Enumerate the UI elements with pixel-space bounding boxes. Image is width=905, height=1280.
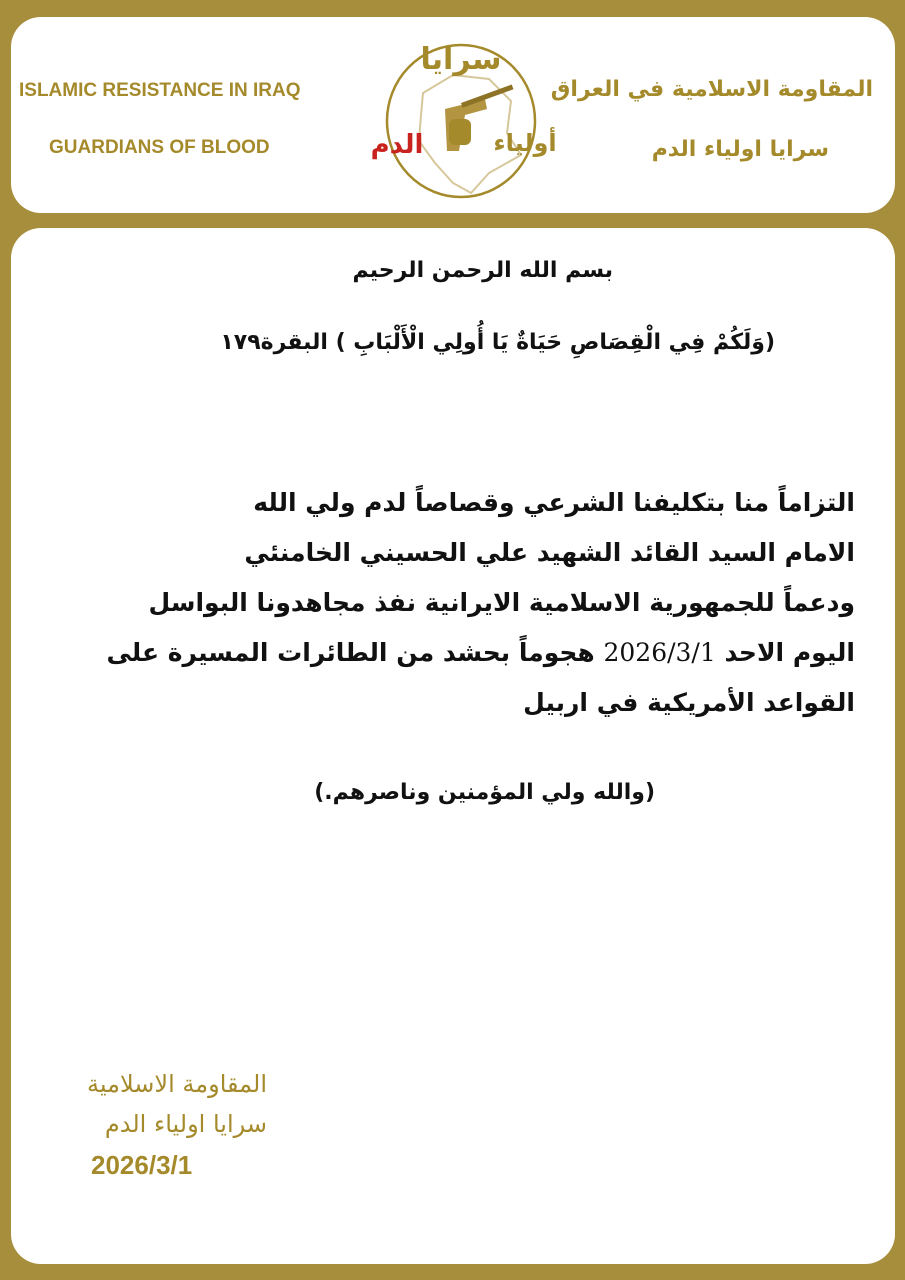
statement-line: التزاماً منا بتكليفنا الشرعي وقصاصاً لدم ولي الله — [253, 488, 855, 517]
brigade-name-english: GUARDIANS OF BLOOD — [49, 137, 270, 158]
statement-line — [41, 628, 855, 678]
signature-date: 2026/3/1 — [91, 1150, 193, 1180]
statement-line4-end: هجوماً بحشد من الطائرات المسيرة على — [106, 638, 595, 667]
signature-brigade: سرايا اولياء الدم — [104, 1110, 267, 1138]
header-panel — [11, 17, 895, 213]
logo-red-text: الدم — [370, 130, 424, 160]
statement-line4-start: اليوم الاحد — [724, 638, 855, 667]
statement-line: ودعماً للجمهورية الاسلامية الايرانية نفذ مجاهدونا البواسل — [148, 588, 855, 617]
brigade-name-arabic: سرايا اولياء الدم — [651, 137, 829, 162]
statement-panel — [11, 228, 895, 1264]
statement-line: القواعد الأمريكية في اربيل — [523, 688, 855, 717]
fist-rifle-map-emblem-icon — [361, 23, 561, 209]
basmala: بسم الله الرحمن الرحيم — [352, 258, 613, 283]
statement-line: الامام السيد القائد الشهيد علي الحسيني الخامنئي — [244, 538, 855, 567]
statement-text — [41, 478, 855, 728]
org-name-arabic: المقاومة الاسلامية في العراق — [550, 77, 873, 102]
statement-date: 2026/3/1 — [603, 638, 716, 667]
logo-side-text: أولياء — [493, 129, 557, 157]
logo-top-text: سرايا — [420, 42, 502, 77]
org-name-english: ISLAMIC RESISTANCE IN IRAQ — [19, 80, 301, 101]
quran-verse: (وَلَكُمْ فِي الْقِصَاصِ حَيَاةٌ يَا أُولِي الْأَلْبَابِ ) البقرة١٧٩ — [220, 330, 775, 355]
closing-phrase: (والله ولي المؤمنين وناصرهم.) — [314, 780, 655, 805]
signature-org: المقاومة الاسلامية — [87, 1070, 267, 1098]
